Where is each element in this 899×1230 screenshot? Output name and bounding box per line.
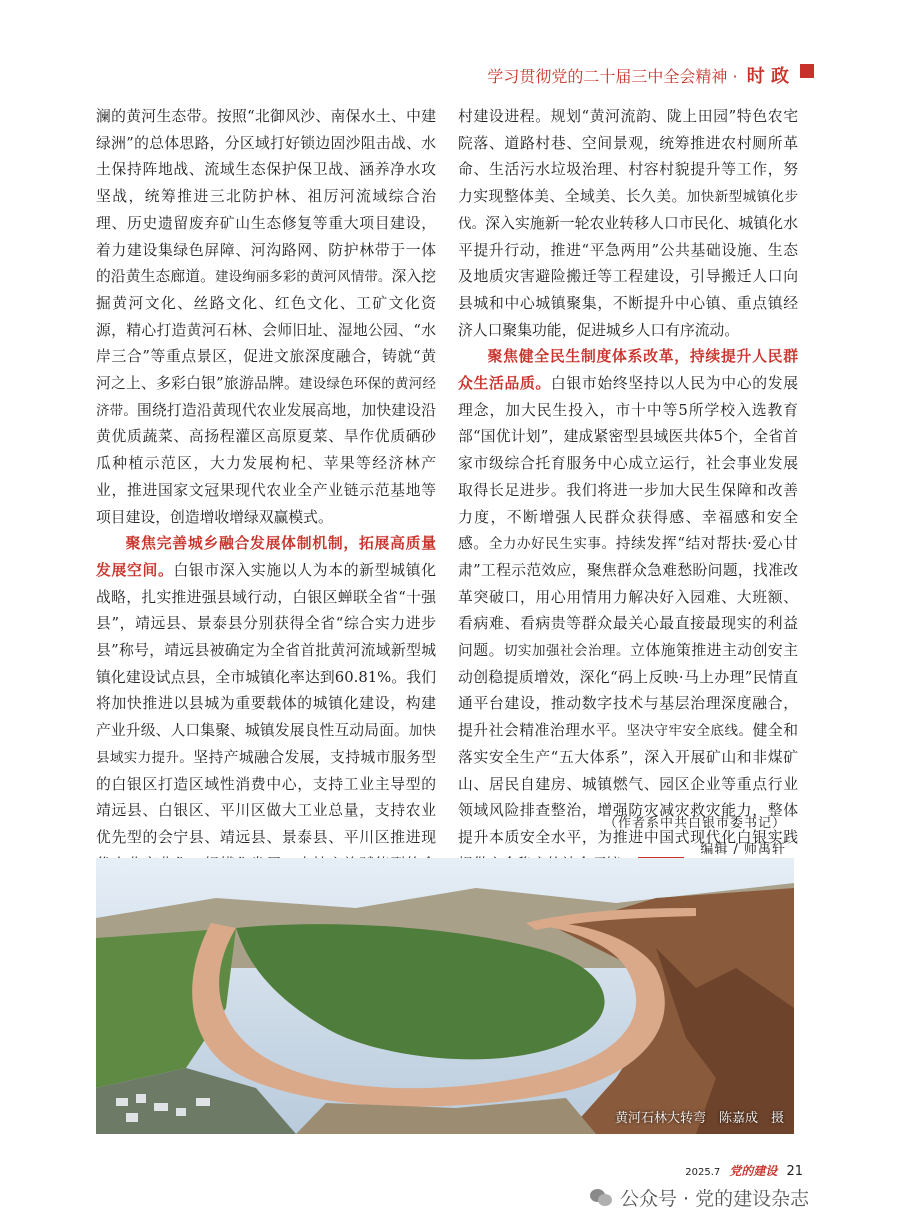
page-number: 21 xyxy=(786,1164,803,1179)
text-run: 白银市深入实施以人为本的新型城镇化战略，扎实推进强县域行动，白银区蝉联全省“十强县”，靖远县、景泰县分别获得全省“综合实力进步县”称号，靖远县被确定为全省首批黄河流域新型城镇化建设试点县，全市城镇化率达到60.81%。我们将加快推进以县城为重要载体的城镇化建设，构建产业升级、人口集聚、城镇发展良性互动局面。 xyxy=(96,561,436,740)
wechat-icon xyxy=(590,1188,614,1208)
wechat-account-label: 公众号 · 党的建设杂志 xyxy=(620,1188,810,1210)
text-run: 健全和落实安全生产“五大体系”，深入开展矿山和非煤矿山、居民自建房、城镇燃气、园区企业等重点行业领域风险排查整治，增强防灾减灾救灾能力，整体提升本质安全水平，为推进中国式现代化白银实践 xyxy=(458,722,798,846)
text-run: 持续发挥“结对帮扶·爱心甘肃”工程示范效应，聚焦群众急难愁盼问题，找准改革突破口，用心用情用力解决好入园难、大班额、看病难、看病贵等群众最关心最直接最现实的利益问题。 xyxy=(458,535,798,660)
issue-date: 2025.7 xyxy=(685,1167,721,1178)
subheading: 建设绚丽多彩的黄河风情带。 xyxy=(214,269,392,286)
header-title: 学习贯彻党的二十届三中全会精神 xyxy=(487,67,728,86)
photo-caption: 黄河石林大转弯 陈嘉成 摄 xyxy=(614,1111,784,1126)
text-run: 白银市始终坚持以人民为中心的发展理念，加大民生投入，市十中等5所学校入选教育部“国优计划”，建成紧密型县域医共体5个，全省首家市级综合托育服务中心成立运行，社会事业发展取得长足进步。我们将进一步加大民生保障和改善力度，不断增强人民群众获得感、幸福感和安全感。 xyxy=(458,375,798,553)
right-paragraph-2 xyxy=(458,344,798,878)
subheading: 坚决守牢安全底线。 xyxy=(626,723,753,740)
subheading: 加快县域实力提升。 xyxy=(96,723,436,766)
text-run: 深入实施新一轮农业转移人口市民化、城镇化水平提升行动，推进“平急两用”公共基础设施、生态及地质灾害避险搬迁等工程建设，引导搬迁人口向县城和中心城镇聚集，不断提升中心镇、重点镇经济人口聚集功能，促进城乡人口有序流动。 xyxy=(458,214,799,339)
subheading: 切实加强社会治理。 xyxy=(503,643,631,660)
text-run: 围绕打造沿黄现代农业发展高地，加快建设沿黄优质蔬菜、高扬程灌区高原夏菜、旱作优质硒砂瓜种植示范区，大力发展枸杞、苹果等经济林产业，推进国家文冠果现代农业全产业链示范基地等项目建设，创造增收增绿双赢模式。 xyxy=(96,401,436,526)
page-header xyxy=(487,62,789,88)
text-run: 村建设进程。规划“黄河流韵、陇上田园”特色农宅院落、道路村巷、空间景观，统筹推进农村厕所革命、生活污水垃圾治理、村容村貌提升等工作，努力实现整体美、全域美、长久美。 xyxy=(458,108,798,206)
subheading: 全力办好民生实事。 xyxy=(488,536,616,553)
section-heading: 聚焦健全民生制度体系改革，持续提升人民群众生活品质。 xyxy=(458,348,798,393)
text-run: 深入挖掘黄河文化、丝路文化、红色文化、工矿文化资源，精心打造黄河石林、会师旧址、湿地公园、“水岸三合”等重点景区，促进文旅深度融合，铸就“黄河之上、多彩白银”旅游品牌。 xyxy=(96,268,436,393)
text-run: 坚持产城融合发展，支持城市服务型的白银区打造区域性消费中心，支持工业主导型的靖远县、白银区、平川区做大工业总量，支持农业优先型的会宁县、靖远县、景泰县、平川区推进现 xyxy=(96,748,436,846)
header-dot: · xyxy=(732,67,738,86)
subheading: 建设绿色环保的黄河经济带。 xyxy=(96,376,436,419)
header-section: 时 政 xyxy=(746,66,789,87)
right-paragraph-1 xyxy=(458,104,798,344)
wechat-watermark xyxy=(590,1184,809,1211)
page-footer xyxy=(685,1160,803,1179)
subheading: 加快新型城镇化步伐。 xyxy=(458,189,798,232)
header-square-mark xyxy=(800,64,814,78)
river-bend-photo xyxy=(96,858,794,1134)
editor-credit: 编辑 / 师禹轩 xyxy=(700,842,786,857)
photo-illustration xyxy=(96,858,794,1134)
magazine-logo: 党的建设 xyxy=(729,1164,778,1178)
text-run: 立体施策推进主动创安主动创稳提质增效，深化“码上反映·马上办理”民情直通平台建设，推动数字技术与基层治理深度融合，提升社会精准治理水平。 xyxy=(458,642,798,740)
author-byline: （作者系中共白银市委书记） xyxy=(603,816,786,831)
left-paragraph-1 xyxy=(96,104,436,531)
section-heading: 聚焦完善城乡融合发展体制机制，拓展高质量发展空间。 xyxy=(96,535,436,579)
right-column xyxy=(458,104,798,878)
left-column xyxy=(96,104,436,932)
text-run: 澜的黄河生态带。按照“北御风沙、南保水土、中建绿洲”的总体思路，分区域打好锁边固沙阻击战、水土保持阵地战、流域生态保护保卫战、涵养净水攻坚战，统筹推进三北防护林、祖厉河流域综合治理、历史遗留废弃矿山生态修复等重大项目建设，着力建设集绿色屏障、河沟路网、防护林带于一体的沿黄生态廊道。 xyxy=(96,108,436,286)
